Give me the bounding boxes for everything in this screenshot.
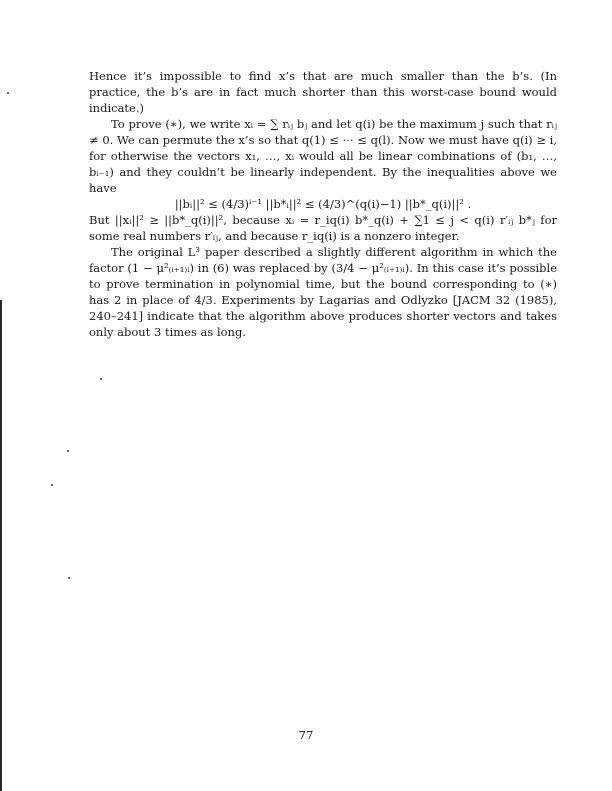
scan-speck	[51, 484, 53, 486]
scan-speck	[67, 450, 69, 452]
scan-page-edge	[0, 300, 2, 791]
scan-speck	[100, 378, 102, 380]
paragraph-3: But ||xᵢ||² ≥ ||b*_q(i)||², because xᵢ = r_iq(i) b*_q(i) + ∑1 ≤ j < q(i) r′ᵢⱼ b*ⱼ for some real numbers r′ᵢⱼ, and because r_iq(i) is a nonzero integer.	[89, 213, 557, 243]
page-number: 77	[298, 728, 314, 742]
scan-speck	[68, 577, 70, 579]
paragraph-2: To prove (∗), we write xᵢ = ∑ rᵢⱼ bⱼ and let q(i) be the maximum j such that rᵢⱼ ≠ 0. We can permute the x’s so that q(1) ≤ ··· ≤ q(l). Now we must have q(i) ≥ i, for otherwise the vectors x₁, …, xᵢ would all be linear combinations of (b₁, …, bᵢ₋₁) and they couldn’t be linearly independent. By the inequalities above we have	[89, 117, 557, 195]
paragraph-1: Hence it’s impossible to find x’s that are much smaller than the b’s. (In practice, the b’s are in fact much shorter than this worst-case bound would indicate.)	[89, 69, 557, 115]
body-text	[89, 68, 557, 340]
scan-speck	[7, 92, 9, 94]
display-inequality: ||bᵢ||² ≤ (4/3)ⁱ⁻¹ ||b*ᵢ||² ≤ (4/3)^(q(i)−1) ||b*_q(i)||² .	[174, 197, 472, 211]
paragraph-4: The original L³ paper described a slightly different algorithm in which the factor (1 − μ²₍ᵢ₊₁₎ᵢ) in (6) was replaced by (3/4 − μ²₍ᵢ₊₁₎ᵢ). In this case it’s possible to prove termination in polynomial time, but the bound corresponding to (∗) has 2 in place of 4/3. Experiments by Lagarias and Odlyzko [JACM 32 (1985), 240–241] indicate that the algorithm above produces shorter vectors and takes only about 3 times as long.	[89, 245, 557, 339]
